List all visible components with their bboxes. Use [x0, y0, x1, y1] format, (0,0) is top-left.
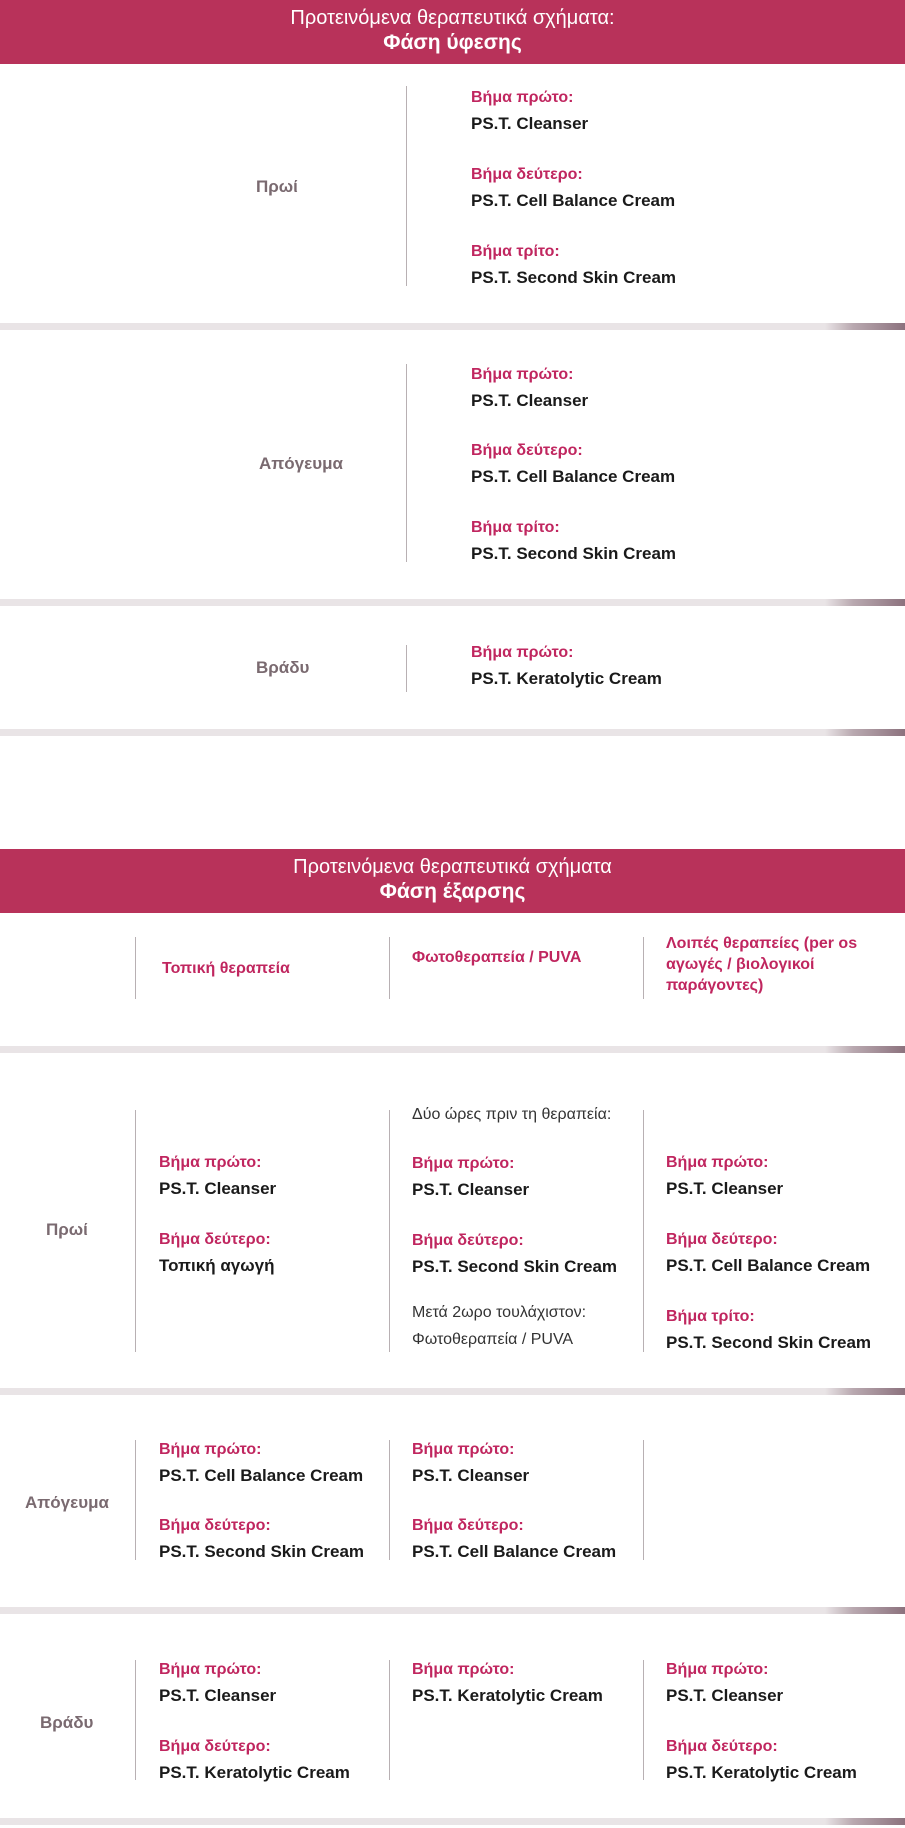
- column-divider: [389, 1110, 390, 1352]
- step-value: PS.T. Keratolytic Cream: [471, 669, 662, 688]
- step-label: Βήμα πρώτο:: [159, 1661, 262, 1678]
- remission-divider: [406, 645, 407, 692]
- remission-afternoon-step-2: [471, 441, 675, 488]
- column-divider: [135, 1440, 136, 1560]
- flare-evening-other-step-2: [666, 1737, 857, 1784]
- flare-morning-other-step-1: [666, 1153, 783, 1200]
- step-value: PS.T. Keratolytic Cream: [666, 1763, 857, 1782]
- section-separator: [0, 1818, 905, 1825]
- step-label: Βήμα δεύτερο:: [159, 1738, 271, 1755]
- flare-evening-photo-step-1: [412, 1660, 603, 1707]
- step-label: Βήμα τρίτο:: [471, 243, 560, 260]
- remission-afternoon-step-3: [471, 518, 676, 565]
- section-separator: [0, 599, 905, 606]
- step-label: Βήμα πρώτο:: [471, 89, 574, 106]
- remission-morning-step-2: [471, 165, 675, 212]
- column-divider: [135, 1660, 136, 1780]
- remission-time-afternoon: Απόγευμα: [259, 454, 343, 473]
- step-label: Βήμα πρώτο:: [412, 1661, 515, 1678]
- section-separator: [0, 1607, 905, 1614]
- step-value: PS.T. Cell Balance Cream: [412, 1542, 617, 1561]
- step-label: Βήμα πρώτο:: [666, 1661, 769, 1678]
- step-value: PS.T. Cell Balance Cream: [666, 1256, 871, 1275]
- remission-divider: [406, 86, 407, 286]
- flare-morning-other-step-2: [666, 1230, 870, 1277]
- step-label: Βήμα πρώτο:: [412, 1441, 515, 1458]
- remission-header-title: Προτεινόμενα θεραπευτικά σχήματα:: [290, 7, 615, 29]
- flare-header: [0, 849, 905, 913]
- flare-morning-topical-step-1: [159, 1153, 276, 1200]
- step-label: Βήμα τρίτο:: [666, 1308, 755, 1325]
- remission-afternoon-step-1: [471, 365, 588, 412]
- flare-evening-topical-step-1: [159, 1660, 276, 1707]
- column-header-topical: Τοπική θεραπεία: [162, 960, 290, 977]
- flare-header-title: Προτεινόμενα θεραπευτικά σχήματα: [293, 856, 612, 878]
- remission-divider: [406, 364, 407, 562]
- step-label: Βήμα πρώτο:: [412, 1155, 515, 1172]
- step-label: Βήμα πρώτο:: [159, 1154, 262, 1171]
- section-separator: [0, 323, 905, 330]
- remission-time-evening: Βράδυ: [256, 658, 310, 677]
- step-value: PS.T. Second Skin Cream: [471, 268, 677, 287]
- step-value: PS.T. Cleanser: [666, 1686, 784, 1705]
- step-label: Βήμα πρώτο:: [471, 366, 574, 383]
- step-value: PS.T. Cleanser: [471, 391, 589, 410]
- step-value: PS.T. Second Skin Cream: [666, 1333, 872, 1352]
- step-label: Βήμα δεύτερο:: [666, 1231, 778, 1248]
- step-value: PS.T. Second Skin Cream: [412, 1257, 618, 1276]
- flare-time-morning: Πρωί: [46, 1220, 88, 1239]
- step-label: Βήμα δεύτερο:: [471, 166, 583, 183]
- step-label: Βήμα πρώτο:: [159, 1441, 262, 1458]
- flare-afternoon-topical-step-2: [159, 1516, 364, 1563]
- remission-morning-step-1: [471, 88, 588, 135]
- flare-morning-topical-step-2: [159, 1230, 274, 1277]
- flare-header-phase: Φάση έξαρσης: [379, 880, 526, 903]
- step-label: Βήμα πρώτο:: [666, 1154, 769, 1171]
- step-value: PS.T. Cleanser: [159, 1179, 277, 1198]
- column-divider: [643, 1110, 644, 1352]
- section-separator: [0, 1046, 905, 1053]
- column-divider: [135, 1110, 136, 1352]
- step-label: Βήμα πρώτο:: [471, 644, 574, 661]
- step-value: PS.T. Cell Balance Cream: [471, 191, 676, 210]
- step-value: PS.T. Cleanser: [412, 1466, 530, 1485]
- flare-afternoon-topical-step-1: [159, 1440, 363, 1487]
- flare-time-afternoon: Απόγευμα: [25, 1493, 109, 1512]
- column-divider: [389, 1660, 390, 1780]
- step-value: Τοπική αγωγή: [159, 1256, 275, 1275]
- remission-time-morning: Πρωί: [256, 177, 298, 196]
- step-value: PS.T. Cell Balance Cream: [159, 1466, 364, 1485]
- step-value: PS.T. Cleanser: [666, 1179, 784, 1198]
- column-divider: [643, 1660, 644, 1780]
- step-value: PS.T. Cleanser: [412, 1180, 530, 1199]
- remission-evening-step-1: [471, 643, 662, 690]
- column-divider: [643, 1440, 644, 1560]
- step-value: PS.T. Second Skin Cream: [471, 544, 677, 563]
- step-label: Βήμα δεύτερο:: [471, 442, 583, 459]
- flare-time-evening: Βράδυ: [40, 1713, 94, 1732]
- step-value: PS.T. Cleanser: [471, 114, 589, 133]
- remission-morning-step-3: [471, 242, 676, 289]
- step-label: Βήμα δεύτερο:: [159, 1231, 271, 1248]
- remission-header: [0, 0, 905, 64]
- step-value: PS.T. Second Skin Cream: [159, 1542, 365, 1561]
- step-label: Βήμα δεύτερο:: [666, 1738, 778, 1755]
- section-separator: [0, 1388, 905, 1395]
- flare-afternoon-photo-step-2: [412, 1516, 616, 1563]
- flare-morning-photo-post-note-2: Φωτοθεραπεία / PUVA: [412, 1331, 574, 1348]
- column-header-phototherapy: Φωτοθεραπεία / PUVA: [412, 949, 582, 966]
- step-label: Βήμα τρίτο:: [471, 519, 560, 536]
- step-label: Βήμα δεύτερο:: [159, 1517, 271, 1534]
- section-separator: [0, 729, 905, 736]
- step-label: Βήμα δεύτερο:: [412, 1517, 524, 1534]
- column-divider: [389, 937, 390, 999]
- remission-header-phase: Φάση ύφεσης: [383, 31, 522, 54]
- flare-morning-photo-step-1: [412, 1154, 529, 1201]
- step-value: PS.T. Cell Balance Cream: [471, 467, 676, 486]
- step-value: PS.T. Cleanser: [159, 1686, 277, 1705]
- flare-morning-photo-pre-note: Δύο ώρες πριν τη θεραπεία:: [412, 1106, 612, 1123]
- flare-afternoon-photo-step-1: [412, 1440, 529, 1487]
- flare-evening-other-step-1: [666, 1660, 783, 1707]
- column-divider: [389, 1440, 390, 1560]
- column-divider: [643, 937, 644, 999]
- flare-morning-photo-post-note: Μετά 2ωρο τουλάχιστον:: [412, 1304, 587, 1321]
- column-divider: [135, 937, 136, 999]
- step-label: Βήμα δεύτερο:: [412, 1232, 524, 1249]
- flare-morning-photo-step-2: [412, 1231, 617, 1278]
- flare-evening-topical-step-2: [159, 1737, 350, 1784]
- flare-morning-other-step-3: [666, 1307, 871, 1354]
- column-header-other: Λοιπές θεραπείες (per os αγωγές / βιολογικοί παράγοντες): [666, 935, 858, 994]
- step-value: PS.T. Keratolytic Cream: [412, 1686, 603, 1705]
- step-value: PS.T. Keratolytic Cream: [159, 1763, 350, 1782]
